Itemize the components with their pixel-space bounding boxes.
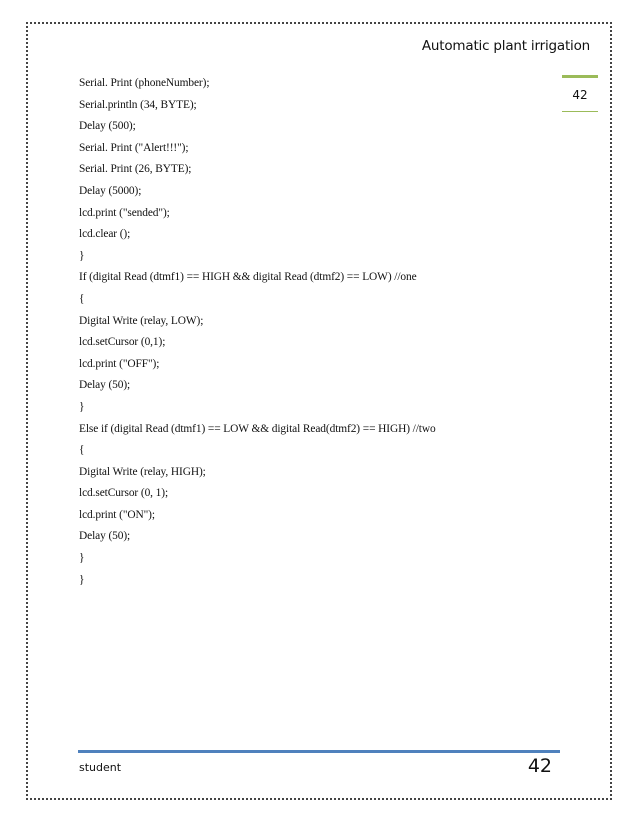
code-line: { — [79, 444, 85, 457]
code-line: Delay (50); — [79, 530, 131, 543]
code-line: } — [79, 573, 85, 586]
code-line: { — [79, 292, 85, 305]
code-line: Serial. Print ("Alert!!!"); — [79, 141, 189, 154]
footer-rule — [78, 750, 560, 753]
code-line: lcd.setCursor (0, 1); — [79, 487, 169, 500]
code-line: Delay (500); — [79, 120, 136, 133]
page-box-bottom-rule — [562, 111, 598, 112]
code-line: Serial.println (34, BYTE); — [79, 98, 197, 111]
page-box-top-rule — [562, 75, 598, 78]
code-line: lcd.clear (); — [79, 228, 131, 241]
code-line: } — [79, 249, 85, 262]
code-line: Digital Write (relay, HIGH); — [79, 465, 206, 478]
code-line: lcd.setCursor (0,1); — [79, 336, 166, 349]
code-line: Serial. Print (26, BYTE); — [79, 163, 192, 176]
code-line: } — [79, 400, 85, 413]
code-line: lcd.print ("sended"); — [79, 206, 170, 219]
code-listing — [79, 73, 549, 591]
code-line: Serial. Print (phoneNumber); — [79, 77, 210, 89]
code-line: Digital Write (relay, LOW); — [79, 314, 204, 327]
code-line: Delay (50); — [79, 379, 131, 392]
code-line: lcd.print ("OFF"); — [79, 357, 160, 370]
code-line: } — [79, 552, 85, 565]
code-line: Else if (digital Read (dtmf1) == LOW && digital Read(dtmf2) == HIGH) //two — [79, 422, 436, 435]
code-line: Delay (5000); — [79, 184, 142, 197]
page-box-number: 42 — [572, 88, 588, 102]
footer-label: student — [79, 761, 122, 774]
code-line: If (digital Read (dtmf1) == HIGH && digital Read (dtmf2) == LOW) //one — [79, 271, 417, 284]
header-title: Automatic plant irrigation — [421, 38, 590, 54]
code-line: lcd.print ("ON"); — [79, 508, 155, 521]
footer-page-number: 42 — [527, 755, 552, 777]
